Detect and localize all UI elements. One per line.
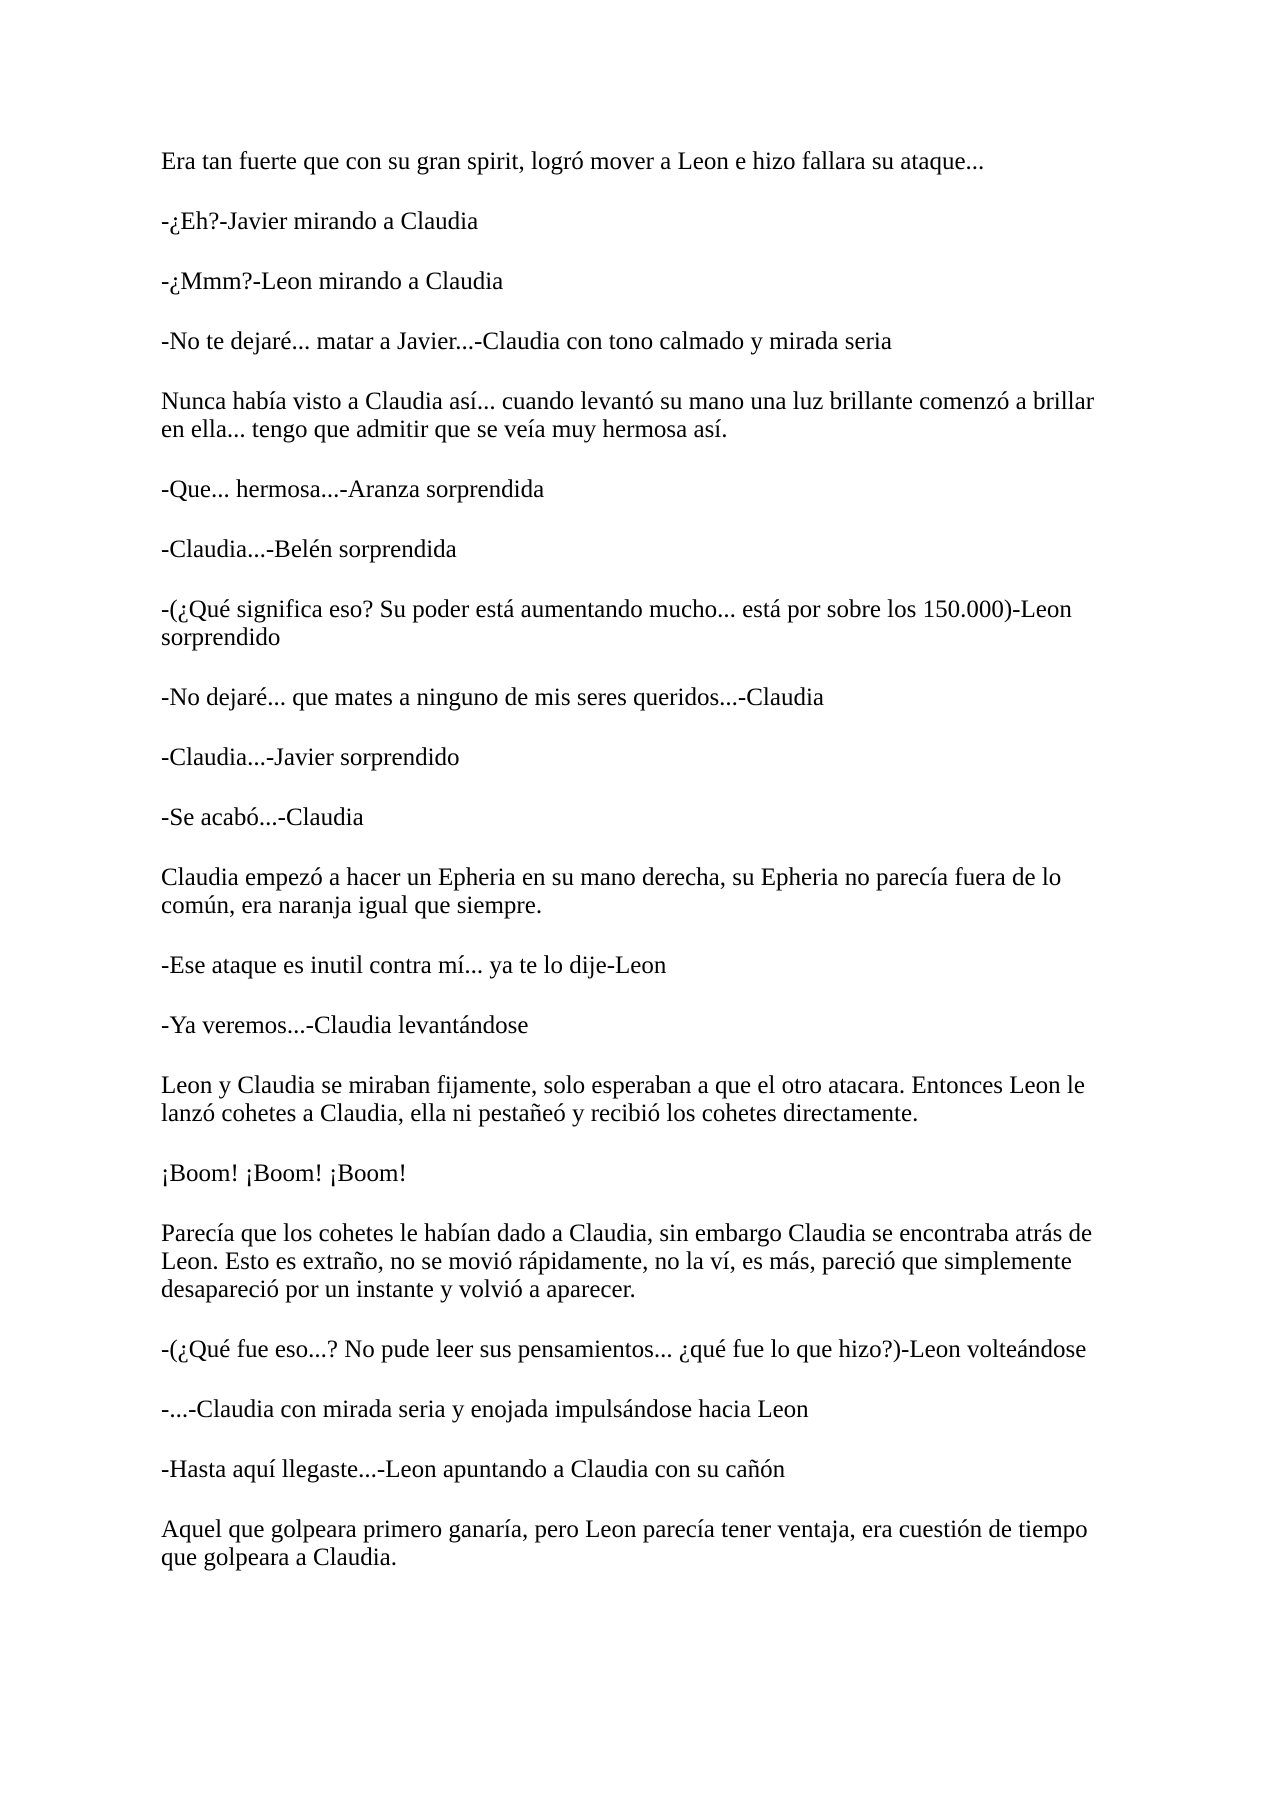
paragraph: Leon y Claudia se miraban fijamente, solo esperaban a que el otro atacara. Entonces Leon le lanzó cohetes a Claudia, ella ni pestañeó y recibió los cohetes directamente. [161, 1072, 1085, 1127]
paragraph: -No te dejaré... matar a Javier...-Claudia con tono calmado y mirada seria [161, 328, 892, 355]
paragraph: -...-Claudia con mirada seria y enojada impulsándose hacia Leon [161, 1396, 809, 1423]
document-body [161, 148, 1123, 1604]
paragraph: -(¿Qué fue eso...? No pude leer sus pensamientos... ¿qué fue lo que hizo?)-Leon volteándose [161, 1336, 1087, 1363]
paragraph: -Ya veremos...-Claudia levantándose [161, 1012, 529, 1039]
paragraph: -Claudia...-Javier sorprendido [161, 744, 460, 771]
paragraph: Claudia empezó a hacer un Epheria en su mano derecha, su Epheria no parecía fuera de lo común, era naranja igual que siempre. [161, 864, 1062, 919]
paragraph: Aquel que golpeara primero ganaría, pero Leon parecía tener ventaja, era cuestión de tiempo que golpeara a Claudia. [161, 1516, 1088, 1571]
paragraph: -Se acabó...-Claudia [161, 804, 364, 831]
paragraph: -¿Mmm?-Leon mirando a Claudia [161, 268, 504, 295]
paragraph: ¡Boom! ¡Boom! ¡Boom! [161, 1160, 407, 1187]
paragraph: -Ese ataque es inutil contra mí... ya te lo dije-Leon [161, 952, 667, 979]
paragraph: -No dejaré... que mates a ninguno de mis seres queridos...-Claudia [161, 684, 825, 711]
paragraph: Nunca había visto a Claudia así... cuando levantó su mano una luz brillante comenzó a brillar en ella... tengo que admitir que se veía muy hermosa así. [161, 388, 1095, 443]
paragraph: -Hasta aquí llegaste...-Leon apuntando a Claudia con su cañón [161, 1456, 786, 1483]
paragraph: Parecía que los cohetes le habían dado a Claudia, sin embargo Claudia se encontraba atrás de Leon. Esto es extraño, no se movió rápidamente, no la ví, es más, pareció que simplemente desapareció por un instante y volvió a aparecer. [161, 1220, 1093, 1303]
paragraph: -Claudia...-Belén sorprendida [161, 536, 457, 563]
paragraph: -(¿Qué significa eso? Su poder está aumentando mucho... está por sobre los 150.000)-Leon sorprendido [161, 596, 1072, 651]
paragraph: -Que... hermosa...-Aranza sorprendida [161, 476, 545, 503]
paragraph: Era tan fuerte que con su gran spirit, logró mover a Leon e hizo fallara su ataque... [161, 148, 985, 175]
paragraph: -¿Eh?-Javier mirando a Claudia [161, 208, 479, 235]
